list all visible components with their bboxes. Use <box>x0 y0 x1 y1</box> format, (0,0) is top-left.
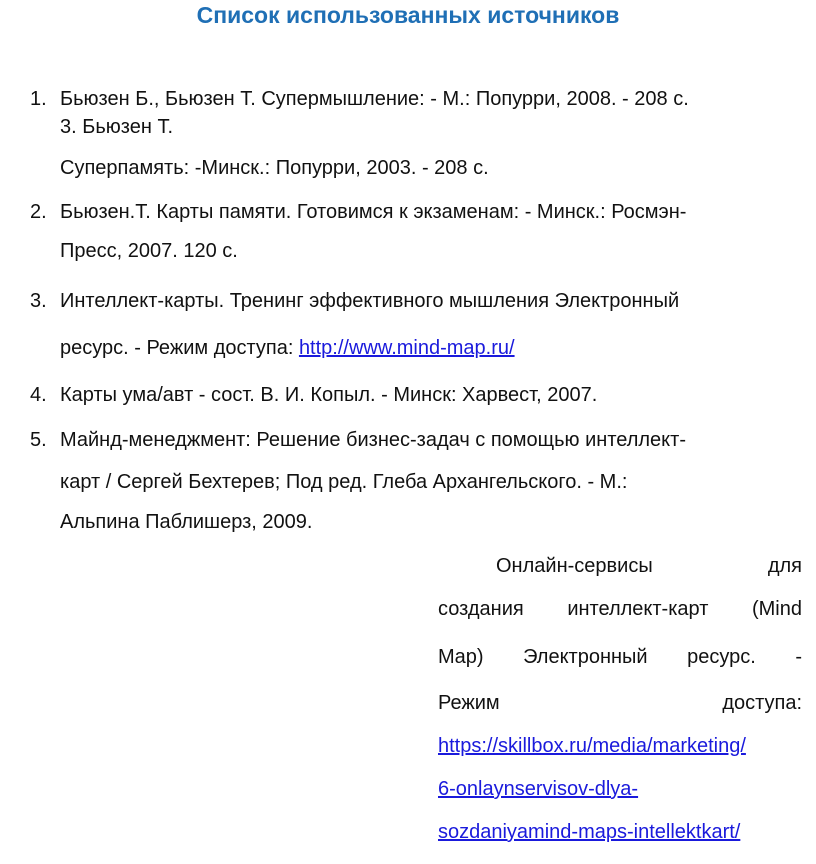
reference-5-number: 5. <box>30 429 47 451</box>
online-word: Онлайн-сервисы <box>496 555 653 577</box>
online-services-line-4 <box>438 690 802 716</box>
online-services-line-2 <box>438 596 802 622</box>
online-word: Электронный <box>523 646 648 668</box>
skillbox-link-line-1 <box>438 733 746 759</box>
reference-1-line-2: 3. Бьюзен Т. <box>60 116 174 138</box>
reference-5-line-3: Альпина Паблишерз, 2009. <box>60 511 313 533</box>
skillbox-link-line-2 <box>438 776 638 802</box>
reference-2-line-1: Бьюзен.Т. Карты памяти. Готовимся к экзаменам: - Минск.: Росмэн- <box>60 201 687 223</box>
reference-1-number: 1. <box>30 88 47 110</box>
online-word: Map) <box>438 646 484 668</box>
reference-3-access-text: ресурс. - Режим доступа: <box>60 337 299 359</box>
reference-4-number: 4. <box>30 384 47 406</box>
online-services-line-3 <box>438 644 802 670</box>
online-word: Режим <box>438 692 500 714</box>
reference-2-line-2: Пресс, 2007. 120 с. <box>60 240 238 262</box>
online-word: для <box>767 555 802 577</box>
skillbox-link-part-3[interactable]: sozdaniyamind-maps-intellektkart/ <box>438 821 741 843</box>
skillbox-link-line-3 <box>438 819 740 845</box>
online-word: интеллект-карт <box>567 598 709 620</box>
page-title: Список использованных источников <box>196 2 620 28</box>
reference-5-line-1: Майнд-менеджмент: Решение бизнес-задач с помощью интеллект- <box>60 429 686 451</box>
online-services-line-1 <box>438 553 802 579</box>
online-word: ресурс. <box>687 646 756 668</box>
reference-5-line-2: карт / Сергей Бехтерев; Под ред. Глеба Архангельского. - М.: <box>60 471 628 493</box>
mind-map-link[interactable]: http://www.mind-map.ru/ <box>298 337 515 359</box>
online-word: доступа: <box>722 692 802 714</box>
reference-3-line-2 <box>60 335 515 361</box>
reference-3-number: 3. <box>30 290 47 312</box>
skillbox-link-part-2[interactable]: 6-onlaynservisov-dlya- <box>438 778 639 800</box>
online-word: - <box>795 646 802 668</box>
reference-1-line-3: Суперпамять: -Минск.: Попурри, 2003. - 208 с. <box>60 157 489 179</box>
reference-3-line-1: Интеллект-карты. Тренинг эффективного мышления Электронный <box>60 290 680 312</box>
online-word: (Mind <box>751 598 802 620</box>
skillbox-link-part-1[interactable]: https://skillbox.ru/media/marketing/ <box>438 735 746 757</box>
reference-1-line-1: Бьюзен Б., Бьюзен Т. Супермышление: - М.: Попурри, 2008. - 208 с. <box>60 88 689 110</box>
online-word: создания <box>438 598 524 620</box>
reference-2-number: 2. <box>30 201 47 223</box>
reference-4-line-1: Карты ума/авт - сост. В. И. Копыл. - Минск: Харвест, 2007. <box>60 384 598 406</box>
